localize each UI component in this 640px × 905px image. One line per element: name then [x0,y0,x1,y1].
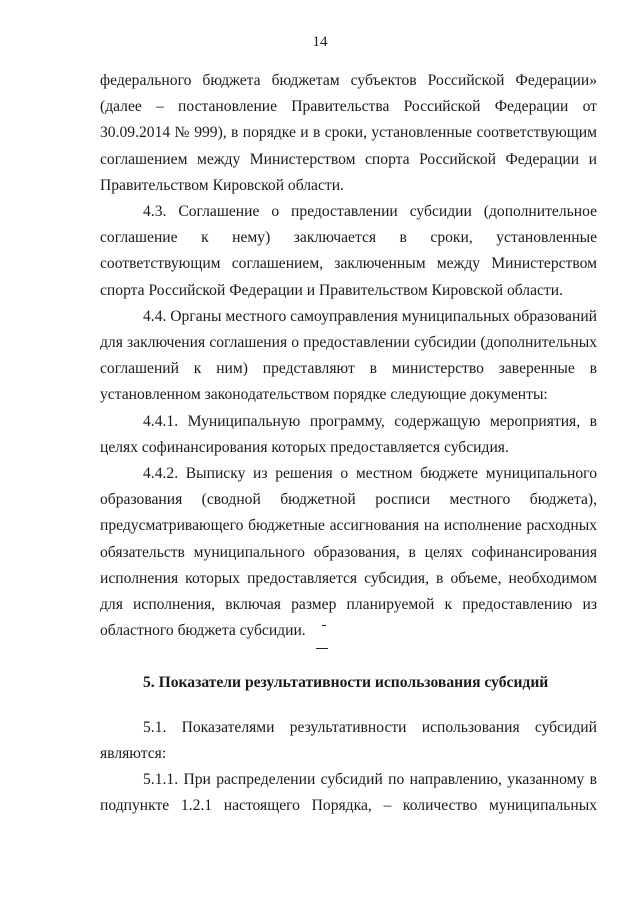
page-number: 14 [312,34,328,50]
paragraph-4-4-2: 4.4.2. Выписку из решения о местном бюджете муниципального образования (сводной бюджетной росписи местного бюджета), предусматривающего бюджетные ассигнования на исполнение расходных обязательств муниципального образования, в целях софинансирования исполнения которых предоставляется субсидия, в объеме, необходимом для исполнения, включая размер планируемой к предоставлению из областного бюджета субсидии. [100,465,597,640]
paragraph-4-4: 4.4. Органы местного самоуправления муниципальных образований для заключения соглашения о предоставлении субсидии (дополнительных соглашений к ним) представляют в министерство заверенные в установленном законодательством порядке следующие документы: [100,307,598,404]
paragraph-4-3: 4.3. Соглашение о предоставлении субсидии (дополнительное соглашение к нему) заключается в сроки, установленные соответствующим соглашением, заключенным между Министерством спорта Российской Федерации и Правительством Кировской области. [100,203,597,299]
scan-artifact-mark [322,625,326,626]
document-body [100,68,597,819]
paragraph-5-1: 5.1. Показателями результативности использования субсидий являются: [100,718,597,762]
paragraph-4-4-1: 4.4.1. Муниципальную программу, содержащую мероприятия, в целях софинансирования которых предоставляется субсидия. [100,412,597,456]
paragraph-5-1-1: 5.1.1. При распределении субсидий по направлению, указанному в подпункте 1.2.1 настоящего Порядка, – количество муниципальных [100,771,597,815]
paragraph-intro-continuation: федерального бюджета бюджетам субъектов Российской Федерации» (далее – постановление Правительства Российской Федерации от 30.09.2014 № 999), в порядке и в сроки, установленные соответствующим соглашением между Министерством спорта Российской Федерации и Правительством Кировской области. [100,72,597,194]
scan-artifact-dash [316,648,328,649]
section-5-heading: 5. Показатели результативности использования субсидий [143,674,549,692]
